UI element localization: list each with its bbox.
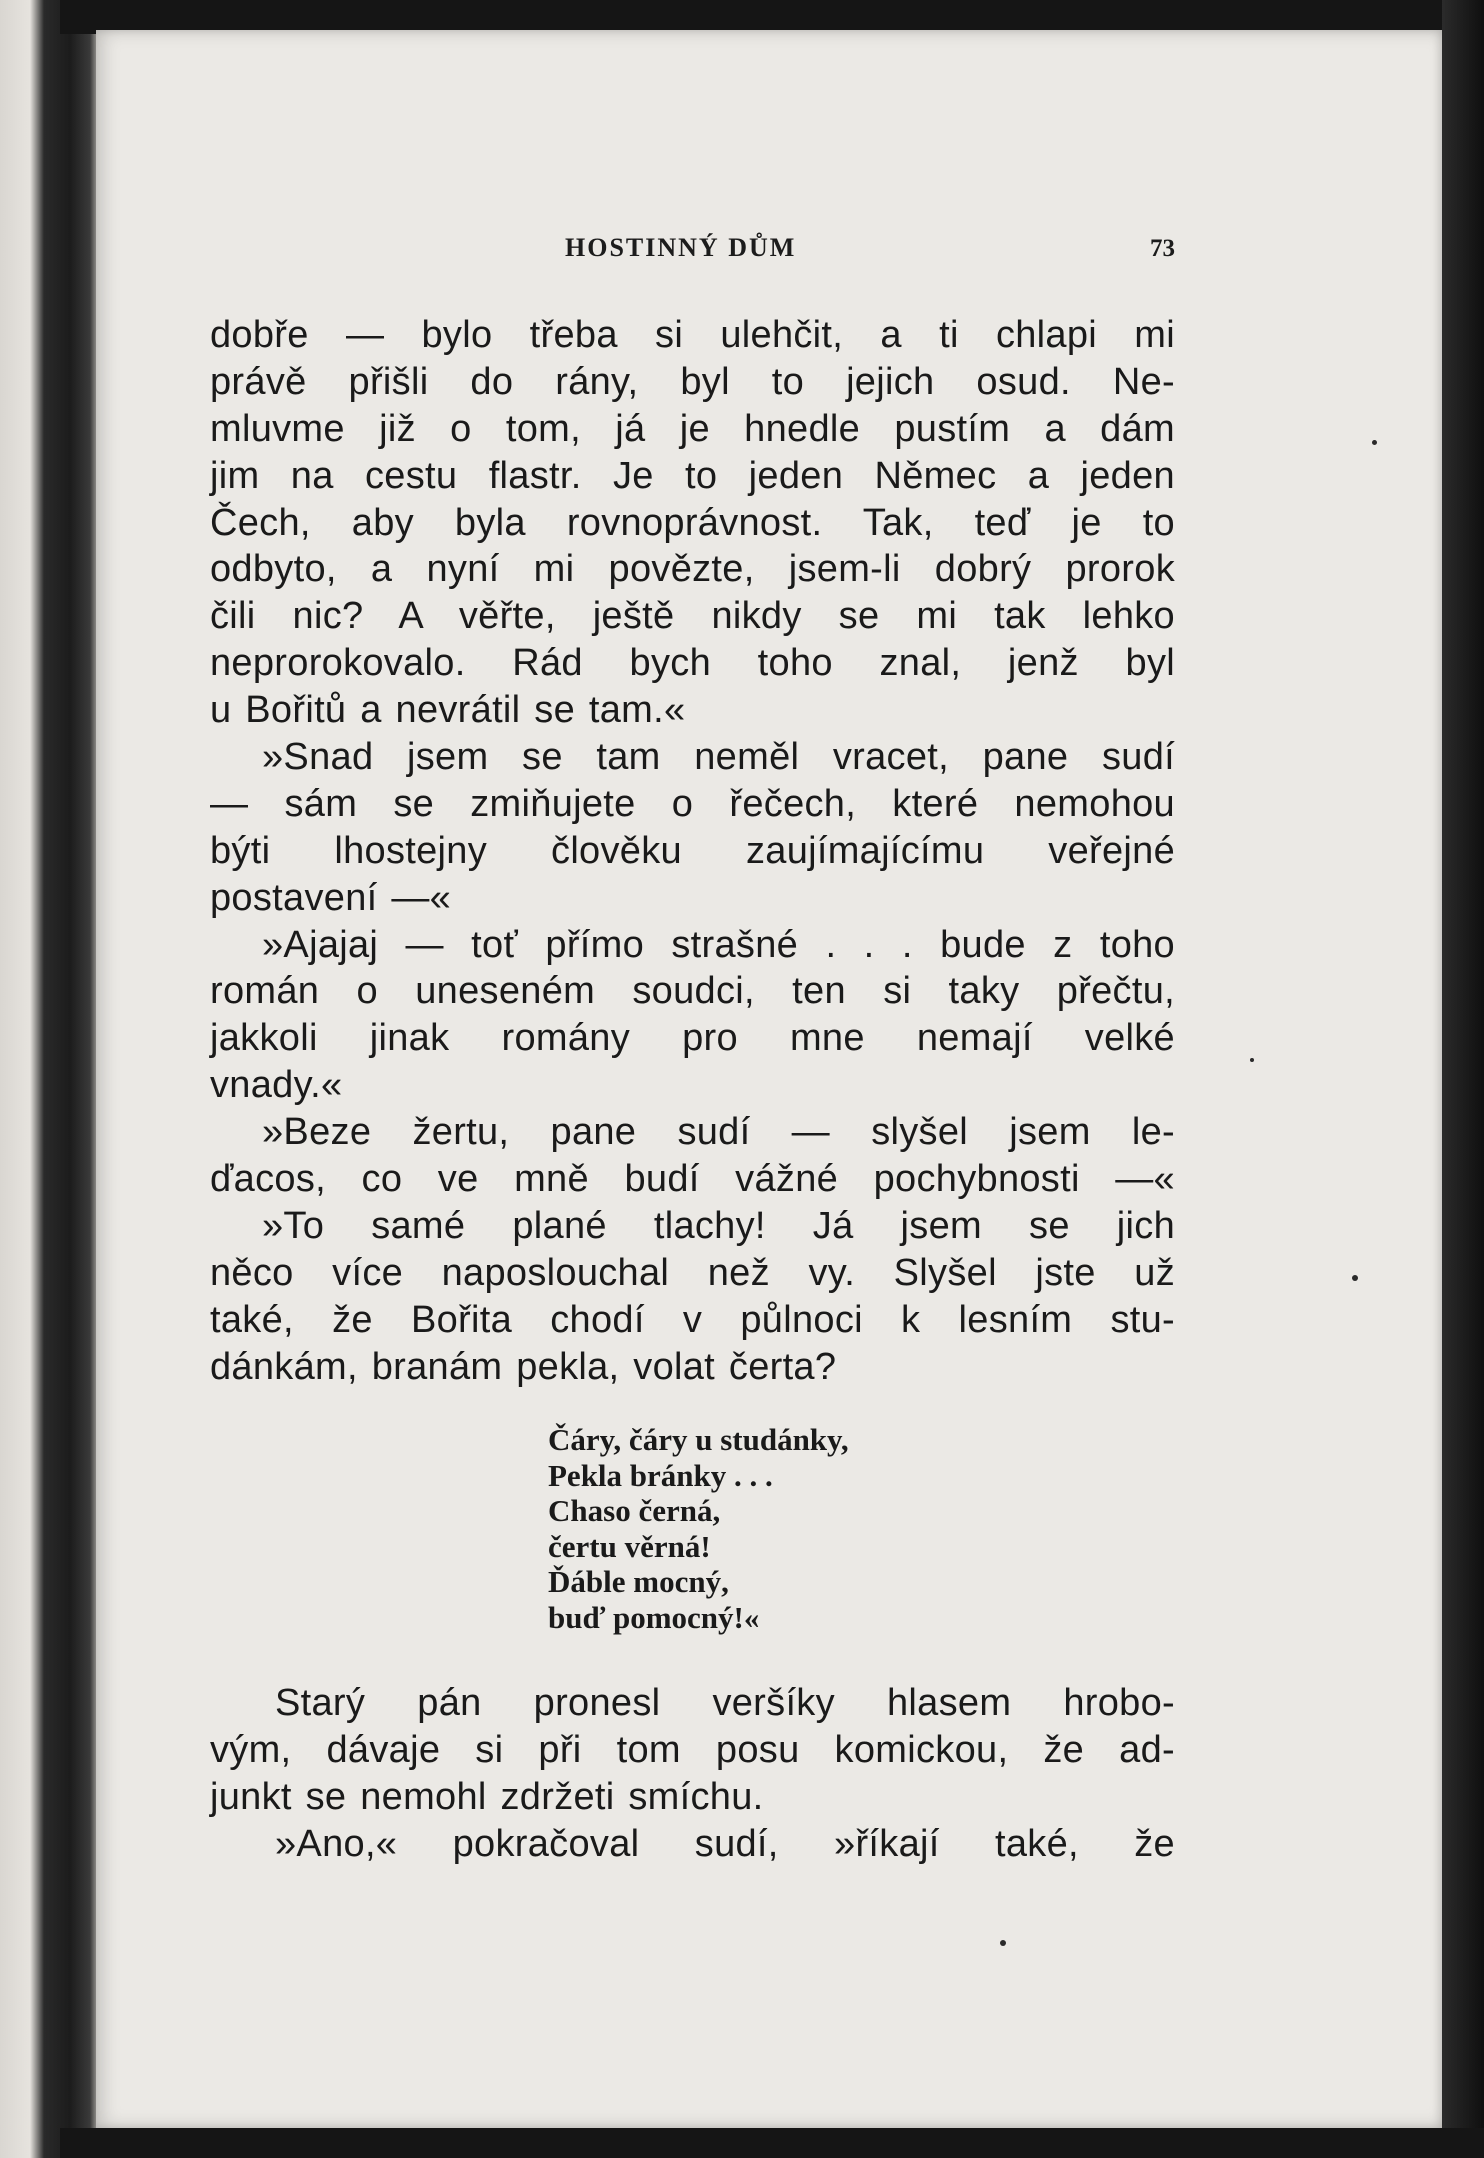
text-line: »Ajajaj — toť přímo strašné . . . bude z toho	[262, 923, 1175, 966]
text-line: dobře — bylo třeba si ulehčit, a ti chlapi mi	[210, 314, 1175, 356]
scan-speck	[1372, 440, 1377, 445]
text-line: román o uneseném soudci, ten si taky přečtu,	[210, 970, 1175, 1013]
text-line: Čech, aby byla rovnoprávnost. Tak, teď je to	[210, 501, 1175, 544]
text-line: junkt se nemohl zdržeti smíchu.	[210, 1775, 764, 1818]
text-line: právě přišli do rány, byl to jejich osud. Ne-	[210, 360, 1175, 403]
body-text-top	[210, 312, 1175, 1390]
verse-line: buď pomocný!«	[548, 1599, 760, 1635]
text-line: mluvme již o tom, já je hnedle pustím a dám	[210, 407, 1175, 450]
text-line: vým, dávaje si při tom posu komickou, že ad-	[210, 1728, 1175, 1771]
text-line: — sám se zmiňujete o řečech, které nemohou	[210, 782, 1175, 825]
text-line: dánkám, branám pekla, volat čerta?	[210, 1345, 837, 1388]
verse-line: Chaso černá,	[548, 1493, 721, 1528]
page-number: 73	[1150, 235, 1175, 262]
scan-speck	[1000, 1940, 1006, 1946]
verse-line: Ďáble mocný,	[548, 1564, 729, 1599]
text-line: postavení —«	[210, 876, 452, 919]
scan-edge-bottom	[60, 2128, 1484, 2158]
body-text-bottom	[210, 1680, 1175, 1868]
text-line: Starý pán pronesl veršíky hlasem hrobo-	[275, 1682, 1175, 1724]
text-line: něco více naposlouchal než vy. Slyšel jste už	[210, 1251, 1175, 1294]
scan-edge-right	[1442, 0, 1484, 2158]
text-line: »Ano,« pokračoval sudí, »říkají také, že	[275, 1822, 1175, 1865]
verse-line: Pekla bránky . . .	[548, 1457, 773, 1493]
text-line: čili nic? A věřte, ještě nikdy se mi tak lehko	[210, 595, 1175, 638]
book-spine-shadow	[0, 0, 100, 2158]
scan-speck	[1250, 1058, 1254, 1062]
text-line: u Bořitů a nevrátil se tam.«	[210, 689, 686, 732]
text-line: »Beze žertu, pane sudí — slyšel jsem le-	[262, 1111, 1175, 1154]
text-line: »Snad jsem se tam neměl vracet, pane sudí	[262, 736, 1175, 779]
running-title: HOSTINNÝ DŮM	[565, 233, 797, 262]
scan-speck	[1352, 1275, 1358, 1281]
verse-line: Čáry, čáry u studánky,	[548, 1422, 849, 1457]
verse-block	[548, 1422, 988, 1635]
scan-edge-top	[60, 0, 1484, 34]
verse-line: čertu věrná!	[548, 1528, 711, 1564]
text-line: ďacos, co ve mně budí vážné pochybnosti —«	[210, 1158, 1175, 1201]
page-header	[210, 233, 1175, 273]
text-line: vnady.«	[210, 1064, 343, 1107]
text-line: býti lhostejny člověku zaujímajícímu veřejné	[210, 829, 1175, 872]
text-line: jim na cestu flastr. Je to jeden Němec a jeden	[210, 454, 1175, 497]
text-line: také, že Bořita chodí v půlnoci k lesním stu-	[210, 1298, 1175, 1341]
text-line: »To samé plané tlachy! Já jsem se jich	[262, 1204, 1175, 1247]
text-line: jakkoli jinak romány pro mne nemají velké	[210, 1017, 1175, 1060]
text-line: neprorokovalo. Rád bych toho znal, jenž byl	[210, 642, 1175, 685]
text-line: odbyto, a nyní mi povězte, jsem-li dobrý prorok	[210, 548, 1175, 591]
